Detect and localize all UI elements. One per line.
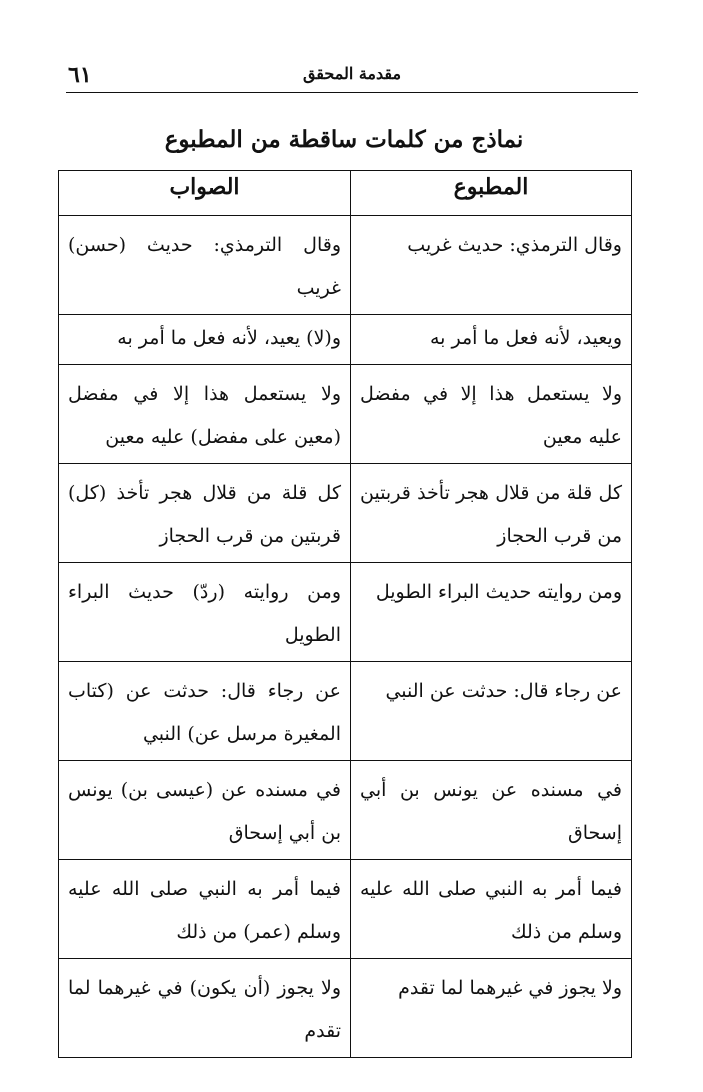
table-row	[59, 464, 632, 563]
cell-printed: ومن روايته حديث البراء الطويل	[351, 563, 632, 662]
cell-correct: عن رجاء قال: حدثت عن (كتاب المغيرة مرسل عن) النبي	[59, 662, 351, 761]
table-row	[59, 563, 632, 662]
cell-printed: ولا يستعمل هذا إلا في مفضل عليه معين	[351, 365, 632, 464]
cell-correct: و(لا) يعيد، لأنه فعل ما أمر به	[59, 315, 351, 365]
cell-printed: ولا يجوز في غيرهما لما تقدم	[351, 959, 632, 1058]
cell-printed: عن رجاء قال: حدثت عن النبي	[351, 662, 632, 761]
table-row	[59, 860, 632, 959]
header-printed: المطبوع	[351, 171, 632, 216]
table-row	[59, 216, 632, 315]
comparison-table	[58, 170, 632, 1058]
cell-correct: في مسنده عن (عيسى بن) يونس بن أبي إسحاق	[59, 761, 351, 860]
page-number: ٦١	[68, 62, 92, 88]
table-row	[59, 315, 632, 365]
table-header-row	[59, 171, 632, 216]
cell-correct: ولا يجوز (أن يكون) في غيرهما لما تقدم	[59, 959, 351, 1058]
cell-printed: فيما أمر به النبي صلى الله عليه وسلم من ذلك	[351, 860, 632, 959]
cell-correct: ولا يستعمل هذا إلا في مفضل (معين على مفضل) عليه معين	[59, 365, 351, 464]
table-row	[59, 365, 632, 464]
cell-correct: كل قلة من قلال هجر تأخذ (كل) قربتين من قرب الحجاز	[59, 464, 351, 563]
cell-printed: في مسنده عن يونس بن أبي إسحاق	[351, 761, 632, 860]
cell-correct: فيما أمر به النبي صلى الله عليه وسلم (عمر) من ذلك	[59, 860, 351, 959]
cell-printed: ويعيد، لأنه فعل ما أمر به	[351, 315, 632, 365]
page-header	[66, 58, 638, 93]
cell-correct: وقال الترمذي: حديث (حسن) غريب	[59, 216, 351, 315]
cell-printed: وقال الترمذي: حديث غريب	[351, 216, 632, 315]
running-title: مقدمة المحقق	[302, 64, 402, 83]
header-correct: الصواب	[59, 171, 351, 216]
table-row	[59, 761, 632, 860]
table-title: نماذج من كلمات ساقطة من المطبوع	[164, 126, 524, 153]
table-row	[59, 959, 632, 1058]
cell-printed: كل قلة من قلال هجر تأخذ قربتين من قرب الحجاز	[351, 464, 632, 563]
table-row	[59, 662, 632, 761]
cell-correct: ومن روايته (ردّ) حديث البراء الطويل	[59, 563, 351, 662]
